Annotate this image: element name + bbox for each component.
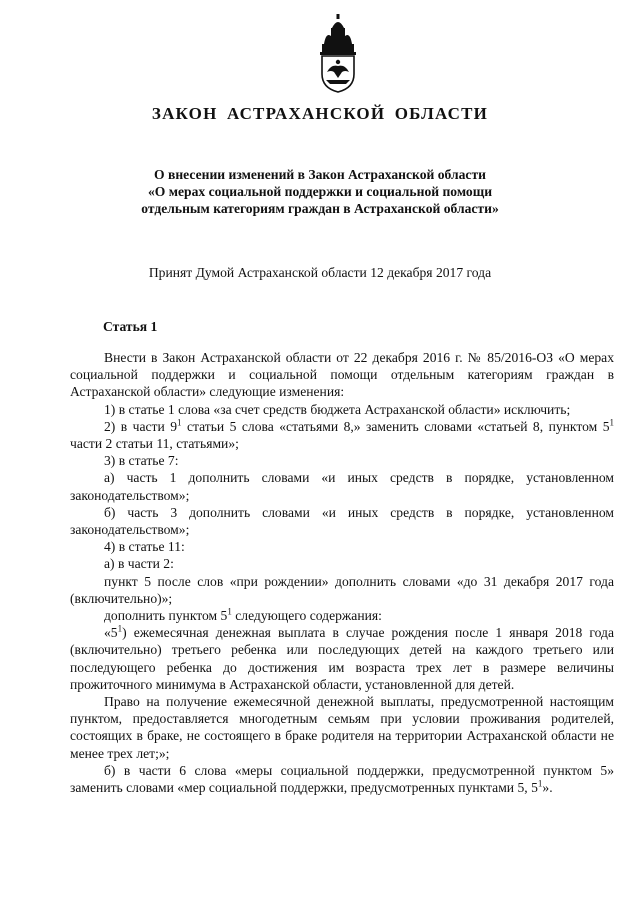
paragraph-item-3: 3) в статье 7: <box>104 453 179 469</box>
paragraph-item-4a: а) в части 2: <box>104 556 174 572</box>
paragraph-item-1: 1) в статье 1 слова «за счет средств бюджета Астраханской области» исключить; <box>104 401 571 417</box>
adoption-note: Принят Думой Астраханской области 12 декабря 2017 года <box>148 265 492 280</box>
subtitle-line: «О мерах социальной поддержки и социальной помощи <box>147 184 493 199</box>
paragraph-item-4b: б) в части 6 слова «меры социальной поддержки, предусмотренной пунктом 5» заменить словами «мер социальной поддержки, предусмотренных пунктами 5, $5^1$». <box>70 762 614 796</box>
article-heading: Статья 1 <box>103 319 158 334</box>
paragraph-item-4: 4) в статье 11: <box>104 539 185 555</box>
coat-of-arms-icon <box>318 14 358 94</box>
paragraph-item-4a-add: дополнить пунктом $5^1$ следующего содержания: <box>104 606 382 624</box>
subtitle-line: О внесении изменений в Закон Астраханской области <box>154 167 486 182</box>
article-body <box>70 349 614 796</box>
law-subtitle <box>0 166 640 217</box>
paragraph-item-4a-quote: «$5^1$) ежемесячная денежная выплата в случае рождения после 1 января 2018 года (включительно) третьего ребенка или последующих детей на каждого третьего или последующего ребенка до достижения им возраста трех лет в размере величины прожиточного минимума в Астраханской области, установленной для детей. <box>70 623 614 692</box>
paragraph-item-2: 2) в части $9^1$ статьи 5 слова «статьями 8,» заменить словами «статьей 8, пунктом $5^1$ части 2 статьи 11, статьями»; <box>70 417 614 452</box>
paragraph-intro: Внести в Закон Астраханской области от 22 декабря 2016 г. № 85/2016-ОЗ «О мерах социальной поддержки и социальной помощи отдельным категориям граждан в Астраханской области» следующие изменения: <box>70 350 614 400</box>
paragraph-item-3b: б) часть 3 дополнить словами «и иных средств в порядке, установленном законодательством»; <box>70 504 614 538</box>
paragraph-item-4a-right: Право на получение ежемесячной денежной выплаты, предусмотренной настоящим пунктом, предоставляется многодетным семьям при условии проживания родителей, состоящих в браке, не состоящего в браке родителя на территории Астраханской области не менее трех лет;»; <box>70 694 614 761</box>
law-title: ЗАКОН АСТРАХАНСКОЙ ОБЛАСТИ <box>151 104 489 123</box>
subtitle-line: отдельным категориям граждан в Астраханской области» <box>141 201 499 216</box>
paragraph-item-3a: а) часть 1 дополнить словами «и иных средств в порядке, установленном законодательством»; <box>70 470 614 503</box>
paragraph-item-4a-point5: пункт 5 после слов «при рождении» дополнить словами «до 31 декабря 2017 года (включительно)»; <box>70 573 614 606</box>
